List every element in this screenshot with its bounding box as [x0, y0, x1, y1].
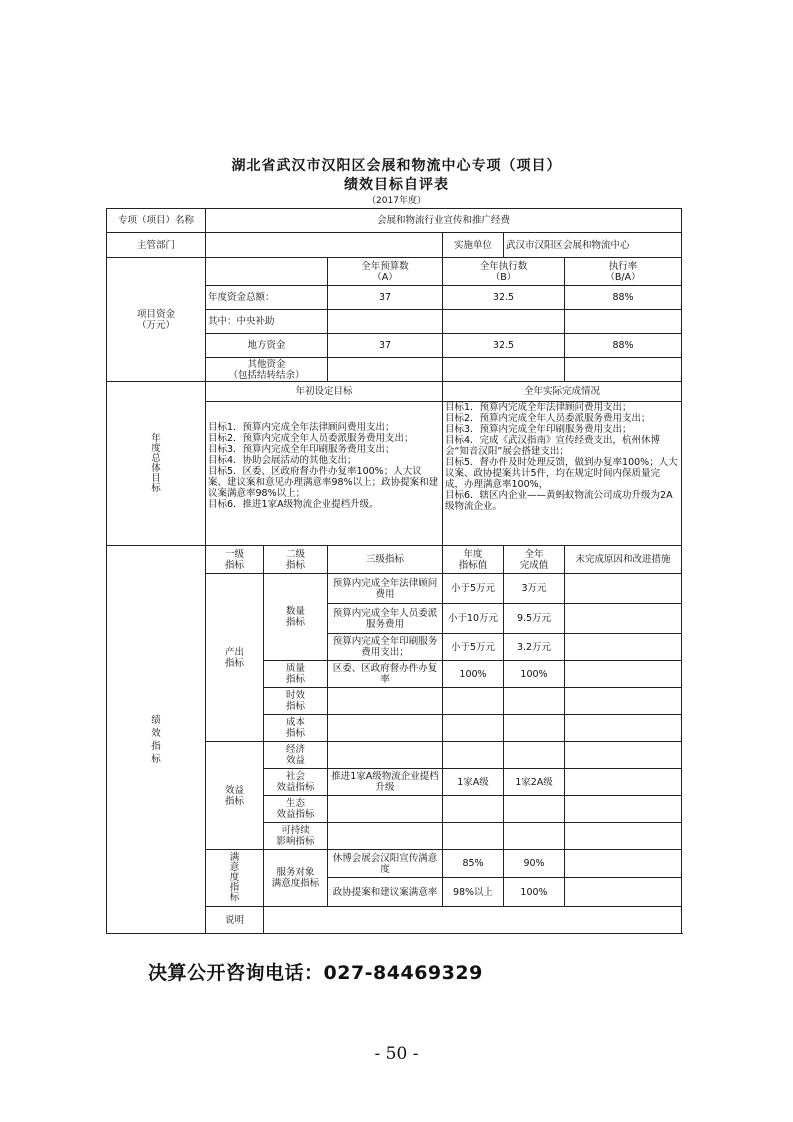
indicator-actual — [504, 796, 565, 823]
indicator-actual — [504, 742, 565, 769]
service-label: 服务对象 满意度指标 — [264, 850, 328, 907]
funds-label: 项目资金 （万元） — [107, 258, 206, 382]
notes-label: 说明 — [206, 907, 264, 934]
quantity-label: 数量 指标 — [264, 574, 328, 661]
page-title: 湖北省武汉市汉阳区会展和物流中心专项（项目） — [231, 158, 562, 174]
indicator-target: 小于5万元 — [443, 574, 504, 604]
indicator-target: 85% — [443, 850, 504, 878]
indicator-actual: 3.2万元 — [504, 634, 565, 661]
funds-row-label: 其他资金 （包括结转结余） — [206, 358, 328, 382]
indicator-reason — [565, 688, 682, 715]
indicator-actual: 3万元 — [504, 574, 565, 604]
funds-row-label: 地方资金 — [206, 334, 328, 358]
notes-value — [264, 907, 682, 934]
indicator-target — [443, 742, 504, 769]
economic-label: 经济 效益 — [264, 742, 328, 769]
cost-label: 成本 指标 — [264, 715, 328, 742]
indicator-name: 预算内完成全年人员委派服务费用 — [328, 604, 443, 634]
indicator-reason — [565, 574, 682, 604]
project-name-value: 会展和物流行业宣传和推广经费 — [206, 209, 682, 233]
indicator-reason — [565, 742, 682, 769]
funds-rate — [565, 358, 682, 382]
timeliness-label: 时效 指标 — [264, 688, 328, 715]
header-target: 年度 指标值 — [443, 546, 504, 574]
header-level2: 二级 指标 — [264, 546, 328, 574]
goals-header-row — [107, 382, 682, 402]
output-label: 产出 指标 — [206, 574, 264, 742]
indicator-name: 预算内完成全年印刷服务费用支出； — [328, 634, 443, 661]
indicator-name: 区委、区政府督办件办复率 — [328, 661, 443, 688]
indicator-name: 预算内完成全年法律顾问费用 — [328, 574, 443, 604]
indicator-target: 100% — [443, 661, 504, 688]
project-name-label: 专项（项目）名称 — [107, 209, 206, 233]
indicator-name — [328, 715, 443, 742]
funds-budget — [328, 310, 443, 334]
funds-budget — [328, 358, 443, 382]
report-year: （2017年度） — [367, 196, 426, 206]
funds-exec: 32.5 — [443, 286, 565, 310]
goals-actual-header: 全年实际完成情况 — [443, 382, 682, 402]
indicator-name — [328, 688, 443, 715]
indicator-name — [328, 823, 443, 850]
indicator-target — [443, 688, 504, 715]
evaluation-table — [106, 208, 682, 934]
impl-value: 武汉市汉阳区会展和物流中心 — [504, 233, 682, 258]
indicators-label: 绩 效 指 标 — [107, 546, 206, 934]
header-level1: 一级 指标 — [206, 546, 264, 574]
indicator-reason — [565, 796, 682, 823]
indicator-target: 小于10万元 — [443, 604, 504, 634]
page-subtitle: 绩效目标自评表 — [344, 177, 449, 193]
indicators-header-row — [107, 546, 682, 574]
goals-planned-header: 年初设定目标 — [206, 382, 443, 402]
benefit-label: 效益 指标 — [206, 742, 264, 850]
indicator-target: 小于5万元 — [443, 634, 504, 661]
quality-label: 质量 指标 — [264, 661, 328, 688]
goals-actual-text: 目标1．预算内完成全年法律顾问费用支出； 目标2．预算内完成全年人员委派服务费用支出； 目标3．预算内完成全年印刷服务费用支出； 目标4．完成《武汉指南》宣传经费支出，杭州休博会“知音汉阳”展会搭建支出； 目标5．督办件及时处理反馈，做到办复率100%；人大议案、政协提案共计5件，均在规定时间内保质量完成，办理满意率100%， 目标6．辖区内企业——黄蚂蚁物流公司成功升级为2A级物流企业。 — [443, 402, 682, 546]
funds-row-label: 其中：中央补助 — [206, 310, 328, 334]
funds-rate — [565, 310, 682, 334]
indicator-actual: 100% — [504, 878, 565, 907]
indicator-name — [328, 742, 443, 769]
indicator-actual: 100% — [504, 661, 565, 688]
page-number: - 50 - — [374, 1044, 419, 1064]
indicator-reason — [565, 850, 682, 878]
dept-value — [206, 233, 443, 258]
satisfaction-label: 满 意 度 指 标 — [206, 850, 264, 907]
indicator-name: 休博会展会汉阳宣传满意度 — [328, 850, 443, 878]
header-level3: 三级指标 — [328, 546, 443, 574]
col-exec: 全年执行数 （B） — [443, 258, 565, 286]
ecological-label: 生态 效益指标 — [264, 796, 328, 823]
funds-rate: 88% — [565, 334, 682, 358]
funds-header-row — [107, 258, 682, 286]
indicator-name — [328, 796, 443, 823]
funds-budget: 37 — [328, 334, 443, 358]
indicator-target: 98%以上 — [443, 878, 504, 907]
goals-planned-text: 目标1．预算内完成全年法律顾问费用支出； 目标2．预算内完成全年人员委派服务费用支出； 目标3．预算内完成全年印刷服务费用支出； 目标4．协助会展活动的其他支出； 目标5．区委、区政府督办件办复率100%；人大议案、建议案和意见办理满意率98%以上；政协提案和建议案满意率98%以上； 目标6．推进1家A级物流企业提档升级。 — [206, 402, 443, 546]
header-reason: 未完成原因和改进措施 — [565, 546, 682, 574]
sustainable-label: 可持续 影响指标 — [264, 823, 328, 850]
funds-exec — [443, 310, 565, 334]
indicator-actual — [504, 688, 565, 715]
impl-label: 实施单位 — [443, 233, 504, 258]
indicator-reason — [565, 715, 682, 742]
funds-row-label: 年度资金总额： — [206, 286, 328, 310]
indicator-actual: 9.5万元 — [504, 604, 565, 634]
indicator-name: 推进1家A级物流企业提档升级 — [328, 769, 443, 796]
goals-label: 年 度 总 体 目 标 — [107, 382, 206, 546]
indicator-reason — [565, 634, 682, 661]
indicator-target — [443, 823, 504, 850]
indicator-actual — [504, 715, 565, 742]
indicator-name: 政协提案和建议案满意率 — [328, 878, 443, 907]
indicator-actual — [504, 823, 565, 850]
funds-exec — [443, 358, 565, 382]
department-row — [107, 233, 682, 258]
inquiry-phone: 决算公开咨询电话：027-84469329 — [148, 962, 483, 984]
dept-label: 主管部门 — [107, 233, 206, 258]
col-budget: 全年预算数 （A） — [328, 258, 443, 286]
indicator-target: 1家A级 — [443, 769, 504, 796]
funds-budget: 37 — [328, 286, 443, 310]
funds-header-blank — [206, 258, 328, 286]
funds-exec: 32.5 — [443, 334, 565, 358]
col-rate: 执行率 （B/A） — [565, 258, 682, 286]
social-label: 社会 效益指标 — [264, 769, 328, 796]
indicator-actual: 1家2A级 — [504, 769, 565, 796]
indicator-reason — [565, 878, 682, 907]
indicator-reason — [565, 604, 682, 634]
indicator-reason — [565, 769, 682, 796]
indicator-target — [443, 796, 504, 823]
funds-rate: 88% — [565, 286, 682, 310]
indicator-target — [443, 715, 504, 742]
indicator-actual: 90% — [504, 850, 565, 878]
indicator-reason — [565, 823, 682, 850]
project-name-row — [107, 209, 682, 233]
header-actual: 全年 完成值 — [504, 546, 565, 574]
indicator-reason — [565, 661, 682, 688]
